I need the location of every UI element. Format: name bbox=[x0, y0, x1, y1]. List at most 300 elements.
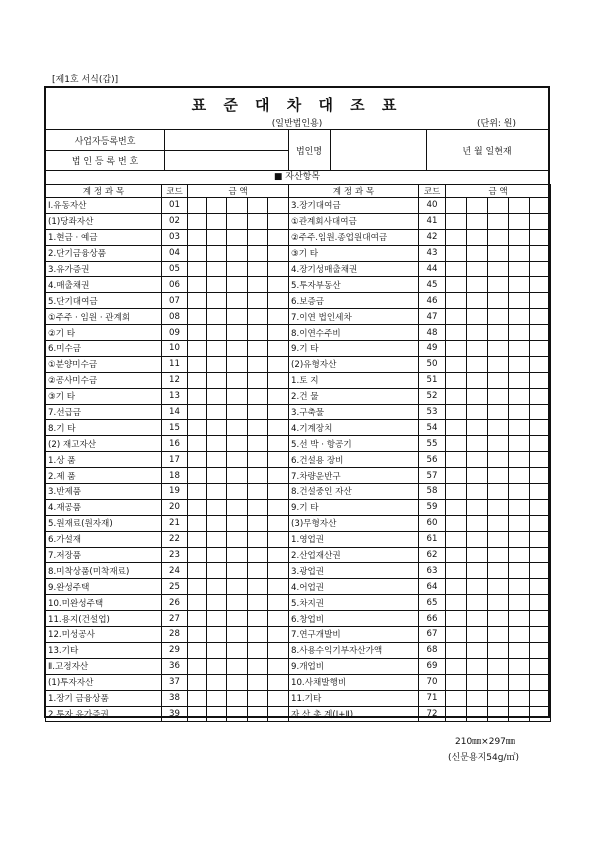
amount-cell[interactable] bbox=[509, 611, 530, 627]
amount-cell[interactable] bbox=[227, 325, 248, 341]
amount-cell[interactable] bbox=[530, 611, 551, 627]
amount-cell[interactable] bbox=[446, 706, 467, 722]
amount-cell[interactable] bbox=[467, 674, 488, 690]
amount-cell[interactable] bbox=[446, 452, 467, 468]
amount-cell[interactable] bbox=[530, 690, 551, 706]
amount-cell[interactable] bbox=[467, 690, 488, 706]
amount-cell[interactable] bbox=[268, 563, 289, 579]
amount-cell[interactable] bbox=[188, 261, 207, 277]
amount-cell[interactable] bbox=[467, 515, 488, 531]
amount-cell[interactable] bbox=[268, 452, 289, 468]
amount-cell[interactable] bbox=[188, 229, 207, 245]
amount-cell[interactable] bbox=[467, 245, 488, 261]
amount-cell[interactable] bbox=[488, 611, 509, 627]
amount-cell[interactable] bbox=[268, 468, 289, 484]
amount-cell[interactable] bbox=[227, 547, 248, 563]
amount-cell[interactable] bbox=[488, 388, 509, 404]
amount-cell[interactable] bbox=[530, 293, 551, 309]
amount-cell[interactable] bbox=[509, 245, 530, 261]
amount-cell[interactable] bbox=[227, 213, 248, 229]
amount-cell[interactable] bbox=[188, 420, 207, 436]
amount-cell[interactable] bbox=[248, 213, 268, 229]
amount-cell[interactable] bbox=[207, 484, 227, 500]
amount-cell[interactable] bbox=[530, 642, 551, 658]
amount-cell[interactable] bbox=[188, 579, 207, 595]
amount-cell[interactable] bbox=[530, 658, 551, 674]
amount-cell[interactable] bbox=[488, 627, 509, 643]
amount-cell[interactable] bbox=[488, 325, 509, 341]
amount-cell[interactable] bbox=[467, 531, 488, 547]
amount-cell[interactable] bbox=[509, 198, 530, 214]
amount-cell[interactable] bbox=[207, 579, 227, 595]
amount-cell[interactable] bbox=[467, 325, 488, 341]
amount-cell[interactable] bbox=[530, 595, 551, 611]
amount-cell[interactable] bbox=[268, 404, 289, 420]
amount-cell[interactable] bbox=[509, 277, 530, 293]
amount-cell[interactable] bbox=[248, 341, 268, 357]
amount-cell[interactable] bbox=[227, 277, 248, 293]
amount-cell[interactable] bbox=[207, 563, 227, 579]
amount-cell[interactable] bbox=[530, 325, 551, 341]
amount-cell[interactable] bbox=[268, 674, 289, 690]
amount-cell[interactable] bbox=[446, 468, 467, 484]
amount-cell[interactable] bbox=[248, 642, 268, 658]
amount-cell[interactable] bbox=[268, 356, 289, 372]
amount-cell[interactable] bbox=[268, 531, 289, 547]
amount-cell[interactable] bbox=[446, 611, 467, 627]
amount-cell[interactable] bbox=[446, 658, 467, 674]
amount-cell[interactable] bbox=[188, 499, 207, 515]
amount-cell[interactable] bbox=[188, 245, 207, 261]
amount-cell[interactable] bbox=[248, 261, 268, 277]
amount-cell[interactable] bbox=[467, 372, 488, 388]
amount-cell[interactable] bbox=[488, 229, 509, 245]
amount-cell[interactable] bbox=[446, 404, 467, 420]
amount-cell[interactable] bbox=[227, 515, 248, 531]
amount-cell[interactable] bbox=[188, 547, 207, 563]
amount-cell[interactable] bbox=[248, 690, 268, 706]
amount-cell[interactable] bbox=[530, 499, 551, 515]
amount-cell[interactable] bbox=[248, 229, 268, 245]
amount-cell[interactable] bbox=[207, 309, 227, 325]
amount-cell[interactable] bbox=[509, 341, 530, 357]
amount-cell[interactable] bbox=[509, 547, 530, 563]
amount-cell[interactable] bbox=[268, 229, 289, 245]
amount-cell[interactable] bbox=[207, 245, 227, 261]
amount-cell[interactable] bbox=[227, 563, 248, 579]
amount-cell[interactable] bbox=[248, 627, 268, 643]
amount-cell[interactable] bbox=[509, 325, 530, 341]
amount-cell[interactable] bbox=[509, 404, 530, 420]
amount-cell[interactable] bbox=[509, 356, 530, 372]
amount-cell[interactable] bbox=[227, 229, 248, 245]
amount-cell[interactable] bbox=[509, 436, 530, 452]
amount-cell[interactable] bbox=[530, 388, 551, 404]
amount-cell[interactable] bbox=[509, 627, 530, 643]
amount-cell[interactable] bbox=[530, 436, 551, 452]
amount-cell[interactable] bbox=[248, 436, 268, 452]
amount-cell[interactable] bbox=[227, 642, 248, 658]
amount-cell[interactable] bbox=[227, 293, 248, 309]
amount-cell[interactable] bbox=[227, 531, 248, 547]
amount-cell[interactable] bbox=[248, 420, 268, 436]
amount-cell[interactable] bbox=[227, 627, 248, 643]
amount-cell[interactable] bbox=[268, 515, 289, 531]
amount-cell[interactable] bbox=[188, 658, 207, 674]
amount-cell[interactable] bbox=[446, 484, 467, 500]
amount-cell[interactable] bbox=[509, 420, 530, 436]
amount-cell[interactable] bbox=[207, 388, 227, 404]
amount-cell[interactable] bbox=[488, 468, 509, 484]
amount-cell[interactable] bbox=[188, 356, 207, 372]
amount-cell[interactable] bbox=[268, 706, 289, 722]
amount-cell[interactable] bbox=[268, 277, 289, 293]
amount-cell[interactable] bbox=[446, 531, 467, 547]
amount-cell[interactable] bbox=[207, 261, 227, 277]
amount-cell[interactable] bbox=[467, 229, 488, 245]
amount-cell[interactable] bbox=[248, 706, 268, 722]
amount-cell[interactable] bbox=[509, 579, 530, 595]
amount-cell[interactable] bbox=[268, 261, 289, 277]
amount-cell[interactable] bbox=[207, 499, 227, 515]
amount-cell[interactable] bbox=[248, 611, 268, 627]
amount-cell[interactable] bbox=[227, 404, 248, 420]
amount-cell[interactable] bbox=[488, 341, 509, 357]
amount-cell[interactable] bbox=[188, 611, 207, 627]
amount-cell[interactable] bbox=[207, 404, 227, 420]
amount-cell[interactable] bbox=[188, 563, 207, 579]
amount-cell[interactable] bbox=[248, 579, 268, 595]
amount-cell[interactable] bbox=[188, 468, 207, 484]
amount-cell[interactable] bbox=[446, 261, 467, 277]
amount-cell[interactable] bbox=[207, 356, 227, 372]
amount-cell[interactable] bbox=[467, 547, 488, 563]
amount-cell[interactable] bbox=[268, 245, 289, 261]
amount-cell[interactable] bbox=[509, 658, 530, 674]
amount-cell[interactable] bbox=[488, 674, 509, 690]
amount-cell[interactable] bbox=[248, 198, 268, 214]
amount-cell[interactable] bbox=[509, 674, 530, 690]
amount-cell[interactable] bbox=[530, 563, 551, 579]
amount-cell[interactable] bbox=[188, 309, 207, 325]
amount-cell[interactable] bbox=[530, 515, 551, 531]
amount-cell[interactable] bbox=[509, 468, 530, 484]
amount-cell[interactable] bbox=[530, 341, 551, 357]
amount-cell[interactable] bbox=[467, 213, 488, 229]
amount-cell[interactable] bbox=[530, 706, 551, 722]
amount-cell[interactable] bbox=[248, 293, 268, 309]
amount-cell[interactable] bbox=[509, 595, 530, 611]
amount-cell[interactable] bbox=[488, 309, 509, 325]
amount-cell[interactable] bbox=[530, 198, 551, 214]
amount-cell[interactable] bbox=[467, 404, 488, 420]
amount-cell[interactable] bbox=[248, 356, 268, 372]
amount-cell[interactable] bbox=[227, 706, 248, 722]
amount-cell[interactable] bbox=[446, 309, 467, 325]
amount-cell[interactable] bbox=[227, 452, 248, 468]
amount-cell[interactable] bbox=[446, 436, 467, 452]
amount-cell[interactable] bbox=[446, 277, 467, 293]
amount-cell[interactable] bbox=[207, 674, 227, 690]
amount-cell[interactable] bbox=[530, 261, 551, 277]
amount-cell[interactable] bbox=[488, 690, 509, 706]
amount-cell[interactable] bbox=[268, 658, 289, 674]
amount-cell[interactable] bbox=[530, 404, 551, 420]
amount-cell[interactable] bbox=[530, 372, 551, 388]
amount-cell[interactable] bbox=[446, 515, 467, 531]
amount-cell[interactable] bbox=[488, 213, 509, 229]
amount-cell[interactable] bbox=[446, 547, 467, 563]
amount-cell[interactable] bbox=[488, 547, 509, 563]
amount-cell[interactable] bbox=[188, 213, 207, 229]
amount-cell[interactable] bbox=[207, 531, 227, 547]
amount-cell[interactable] bbox=[509, 293, 530, 309]
amount-cell[interactable] bbox=[509, 213, 530, 229]
amount-cell[interactable] bbox=[268, 611, 289, 627]
amount-cell[interactable] bbox=[248, 531, 268, 547]
amount-cell[interactable] bbox=[227, 356, 248, 372]
amount-cell[interactable] bbox=[248, 563, 268, 579]
amount-cell[interactable] bbox=[268, 642, 289, 658]
amount-cell[interactable] bbox=[227, 436, 248, 452]
amount-cell[interactable] bbox=[530, 547, 551, 563]
amount-cell[interactable] bbox=[227, 579, 248, 595]
amount-cell[interactable] bbox=[530, 356, 551, 372]
amount-cell[interactable] bbox=[488, 658, 509, 674]
amount-cell[interactable] bbox=[207, 627, 227, 643]
amount-cell[interactable] bbox=[446, 356, 467, 372]
amount-cell[interactable] bbox=[207, 420, 227, 436]
amount-cell[interactable] bbox=[188, 198, 207, 214]
amount-cell[interactable] bbox=[207, 293, 227, 309]
amount-cell[interactable] bbox=[268, 499, 289, 515]
amount-cell[interactable] bbox=[207, 452, 227, 468]
amount-cell[interactable] bbox=[467, 595, 488, 611]
amount-cell[interactable] bbox=[509, 706, 530, 722]
amount-cell[interactable] bbox=[268, 579, 289, 595]
amount-cell[interactable] bbox=[488, 499, 509, 515]
amount-cell[interactable] bbox=[467, 468, 488, 484]
amount-cell[interactable] bbox=[268, 372, 289, 388]
amount-cell[interactable] bbox=[227, 468, 248, 484]
amount-cell[interactable] bbox=[488, 198, 509, 214]
amount-cell[interactable] bbox=[530, 531, 551, 547]
amount-cell[interactable] bbox=[509, 499, 530, 515]
amount-cell[interactable] bbox=[446, 372, 467, 388]
amount-cell[interactable] bbox=[467, 484, 488, 500]
amount-cell[interactable] bbox=[227, 420, 248, 436]
amount-cell[interactable] bbox=[467, 309, 488, 325]
amount-cell[interactable] bbox=[227, 341, 248, 357]
amount-cell[interactable] bbox=[488, 356, 509, 372]
amount-cell[interactable] bbox=[207, 325, 227, 341]
amount-cell[interactable] bbox=[207, 515, 227, 531]
amount-cell[interactable] bbox=[467, 658, 488, 674]
amount-cell[interactable] bbox=[488, 531, 509, 547]
amount-cell[interactable] bbox=[188, 372, 207, 388]
amount-cell[interactable] bbox=[488, 579, 509, 595]
amount-cell[interactable] bbox=[467, 499, 488, 515]
amount-cell[interactable] bbox=[530, 309, 551, 325]
amount-cell[interactable] bbox=[467, 420, 488, 436]
amount-cell[interactable] bbox=[530, 674, 551, 690]
amount-cell[interactable] bbox=[248, 388, 268, 404]
amount-cell[interactable] bbox=[268, 420, 289, 436]
amount-cell[interactable] bbox=[188, 706, 207, 722]
amount-cell[interactable] bbox=[446, 229, 467, 245]
amount-cell[interactable] bbox=[509, 531, 530, 547]
amount-cell[interactable] bbox=[268, 341, 289, 357]
amount-cell[interactable] bbox=[530, 277, 551, 293]
amount-cell[interactable] bbox=[248, 515, 268, 531]
amount-cell[interactable] bbox=[227, 499, 248, 515]
amount-cell[interactable] bbox=[207, 213, 227, 229]
amount-cell[interactable] bbox=[268, 690, 289, 706]
amount-cell[interactable] bbox=[188, 642, 207, 658]
amount-cell[interactable] bbox=[467, 261, 488, 277]
amount-cell[interactable] bbox=[488, 420, 509, 436]
amount-cell[interactable] bbox=[488, 436, 509, 452]
amount-cell[interactable] bbox=[467, 356, 488, 372]
amount-cell[interactable] bbox=[227, 611, 248, 627]
amount-cell[interactable] bbox=[227, 674, 248, 690]
amount-cell[interactable] bbox=[446, 198, 467, 214]
amount-cell[interactable] bbox=[446, 595, 467, 611]
amount-cell[interactable] bbox=[268, 547, 289, 563]
amount-cell[interactable] bbox=[488, 706, 509, 722]
amount-cell[interactable] bbox=[248, 372, 268, 388]
amount-cell[interactable] bbox=[446, 674, 467, 690]
amount-cell[interactable] bbox=[530, 420, 551, 436]
amount-cell[interactable] bbox=[268, 595, 289, 611]
amount-cell[interactable] bbox=[509, 642, 530, 658]
amount-cell[interactable] bbox=[530, 452, 551, 468]
amount-cell[interactable] bbox=[446, 245, 467, 261]
amount-cell[interactable] bbox=[467, 563, 488, 579]
amount-cell[interactable] bbox=[268, 484, 289, 500]
amount-cell[interactable] bbox=[207, 642, 227, 658]
amount-cell[interactable] bbox=[268, 627, 289, 643]
amount-cell[interactable] bbox=[467, 388, 488, 404]
amount-cell[interactable] bbox=[488, 563, 509, 579]
amount-cell[interactable] bbox=[509, 563, 530, 579]
amount-cell[interactable] bbox=[188, 293, 207, 309]
amount-cell[interactable] bbox=[227, 372, 248, 388]
amount-cell[interactable] bbox=[446, 325, 467, 341]
amount-cell[interactable] bbox=[268, 325, 289, 341]
amount-cell[interactable] bbox=[188, 484, 207, 500]
amount-cell[interactable] bbox=[509, 229, 530, 245]
amount-cell[interactable] bbox=[509, 452, 530, 468]
amount-cell[interactable] bbox=[268, 198, 289, 214]
amount-cell[interactable] bbox=[188, 531, 207, 547]
amount-cell[interactable] bbox=[446, 293, 467, 309]
amount-cell[interactable] bbox=[488, 261, 509, 277]
amount-cell[interactable] bbox=[446, 563, 467, 579]
amount-cell[interactable] bbox=[446, 213, 467, 229]
amount-cell[interactable] bbox=[530, 468, 551, 484]
amount-cell[interactable] bbox=[227, 484, 248, 500]
amount-cell[interactable] bbox=[248, 484, 268, 500]
amount-cell[interactable] bbox=[467, 293, 488, 309]
amount-cell[interactable] bbox=[530, 245, 551, 261]
amount-cell[interactable] bbox=[467, 277, 488, 293]
amount-cell[interactable] bbox=[188, 325, 207, 341]
amount-cell[interactable] bbox=[530, 213, 551, 229]
amount-cell[interactable] bbox=[446, 642, 467, 658]
amount-cell[interactable] bbox=[446, 579, 467, 595]
amount-cell[interactable] bbox=[207, 198, 227, 214]
amount-cell[interactable] bbox=[446, 690, 467, 706]
amount-cell[interactable] bbox=[188, 515, 207, 531]
amount-cell[interactable] bbox=[509, 261, 530, 277]
amount-cell[interactable] bbox=[248, 468, 268, 484]
amount-cell[interactable] bbox=[248, 499, 268, 515]
amount-cell[interactable] bbox=[248, 245, 268, 261]
amount-cell[interactable] bbox=[248, 658, 268, 674]
amount-cell[interactable] bbox=[227, 388, 248, 404]
amount-cell[interactable] bbox=[227, 261, 248, 277]
amount-cell[interactable] bbox=[509, 515, 530, 531]
amount-cell[interactable] bbox=[227, 245, 248, 261]
amount-cell[interactable] bbox=[207, 468, 227, 484]
amount-cell[interactable] bbox=[488, 515, 509, 531]
amount-cell[interactable] bbox=[248, 595, 268, 611]
amount-cell[interactable] bbox=[467, 611, 488, 627]
amount-cell[interactable] bbox=[207, 658, 227, 674]
amount-cell[interactable] bbox=[509, 372, 530, 388]
amount-cell[interactable] bbox=[227, 690, 248, 706]
amount-cell[interactable] bbox=[188, 404, 207, 420]
amount-cell[interactable] bbox=[467, 627, 488, 643]
amount-cell[interactable] bbox=[446, 388, 467, 404]
amount-cell[interactable] bbox=[488, 293, 509, 309]
amount-cell[interactable] bbox=[488, 484, 509, 500]
amount-cell[interactable] bbox=[188, 595, 207, 611]
amount-cell[interactable] bbox=[467, 642, 488, 658]
amount-cell[interactable] bbox=[207, 690, 227, 706]
amount-cell[interactable] bbox=[248, 404, 268, 420]
amount-cell[interactable] bbox=[467, 579, 488, 595]
amount-cell[interactable] bbox=[227, 309, 248, 325]
amount-cell[interactable] bbox=[488, 245, 509, 261]
amount-cell[interactable] bbox=[488, 642, 509, 658]
amount-cell[interactable] bbox=[268, 293, 289, 309]
amount-cell[interactable] bbox=[248, 674, 268, 690]
corp-name-field[interactable] bbox=[330, 130, 426, 170]
amount-cell[interactable] bbox=[207, 277, 227, 293]
corp-no-field[interactable] bbox=[164, 150, 288, 170]
amount-cell[interactable] bbox=[248, 452, 268, 468]
amount-cell[interactable] bbox=[227, 658, 248, 674]
amount-cell[interactable] bbox=[188, 690, 207, 706]
amount-cell[interactable] bbox=[530, 579, 551, 595]
amount-cell[interactable] bbox=[488, 595, 509, 611]
biz-no-field[interactable] bbox=[164, 130, 288, 150]
amount-cell[interactable] bbox=[188, 627, 207, 643]
amount-cell[interactable] bbox=[530, 484, 551, 500]
amount-cell[interactable] bbox=[509, 690, 530, 706]
amount-cell[interactable] bbox=[488, 277, 509, 293]
amount-cell[interactable] bbox=[248, 309, 268, 325]
amount-cell[interactable] bbox=[207, 341, 227, 357]
amount-cell[interactable] bbox=[207, 547, 227, 563]
amount-cell[interactable] bbox=[488, 452, 509, 468]
amount-cell[interactable] bbox=[248, 547, 268, 563]
amount-cell[interactable] bbox=[207, 706, 227, 722]
amount-cell[interactable] bbox=[207, 436, 227, 452]
amount-cell[interactable] bbox=[268, 388, 289, 404]
